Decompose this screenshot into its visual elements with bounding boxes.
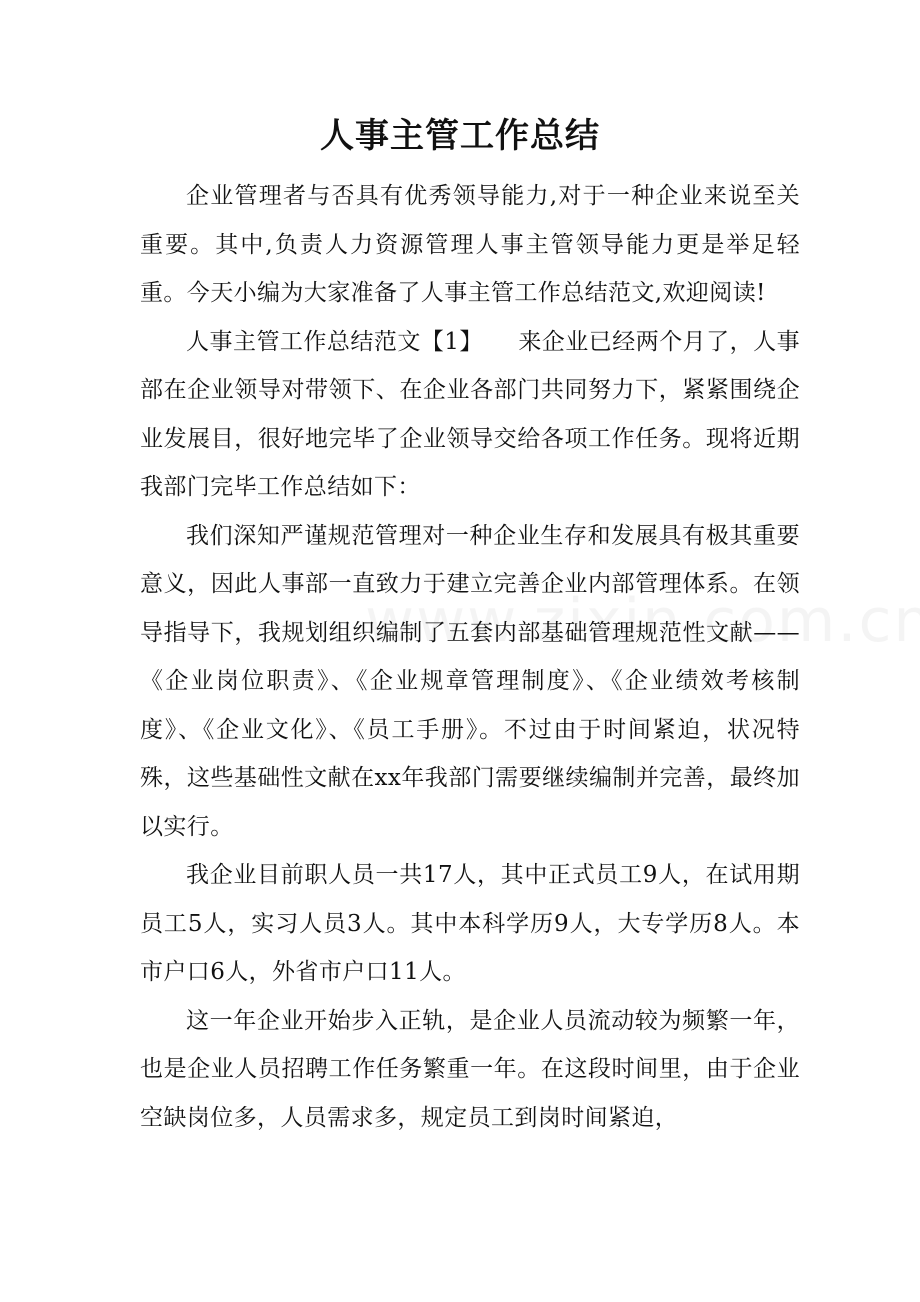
paragraph-recruitment: 这一年企业开始步入正轨，是企业人员流动较为频繁一年，也是企业人员招聘工作任务繁重一年。在这段时间里，由于企业空缺岗位多，人员需求多，规定员工到岗时间紧迫， <box>140 1007 800 1131</box>
document-body <box>140 172 800 1142</box>
paragraph-intro: 企业管理者与否具有优秀领导能力,对于一种企业来说至关重要。其中,负责人力资源管理人事主管领导能力更是举足轻重。今天小编为大家准备了人事主管工作总结范文,欢迎阅读! <box>140 183 800 306</box>
paragraph-sample-1: 人事主管工作总结范文【1】 来企业已经两个月了，人事部在企业领导对带领下、在企业各部门共同努力下，紧紧围绕企业发展目，很好地完毕了企业领导交给各项工作任务。现将近期我部门完毕工作总结如下： <box>140 328 800 500</box>
document-title: 人事主管工作总结 <box>320 116 600 156</box>
paragraph-management-docs: 我们深知严谨规范管理对一种企业生存和发展具有极其重要意义，因此人事部一直致力于建立完善企业内部管理体系。在领导指导下，我规划组织编制了五套内部基础管理规范性文献——《企业岗位职责》、《企业规章管理制度》、《企业绩效考核制度》、《企业文化》、《员工手册》。不过由于时间紧迫，状况特殊，这些基础性文献在xx年我部门需要继续编制并完善，最终加以实行。 <box>140 522 800 840</box>
paragraph-staff-stats: 我企业目前职人员一共17人，其中正式员工9人，在试用期员工5人，实习人员3人。其中本科学历9人，大专学历8人。本市户口6人，外省市户口11人。 <box>140 862 800 985</box>
